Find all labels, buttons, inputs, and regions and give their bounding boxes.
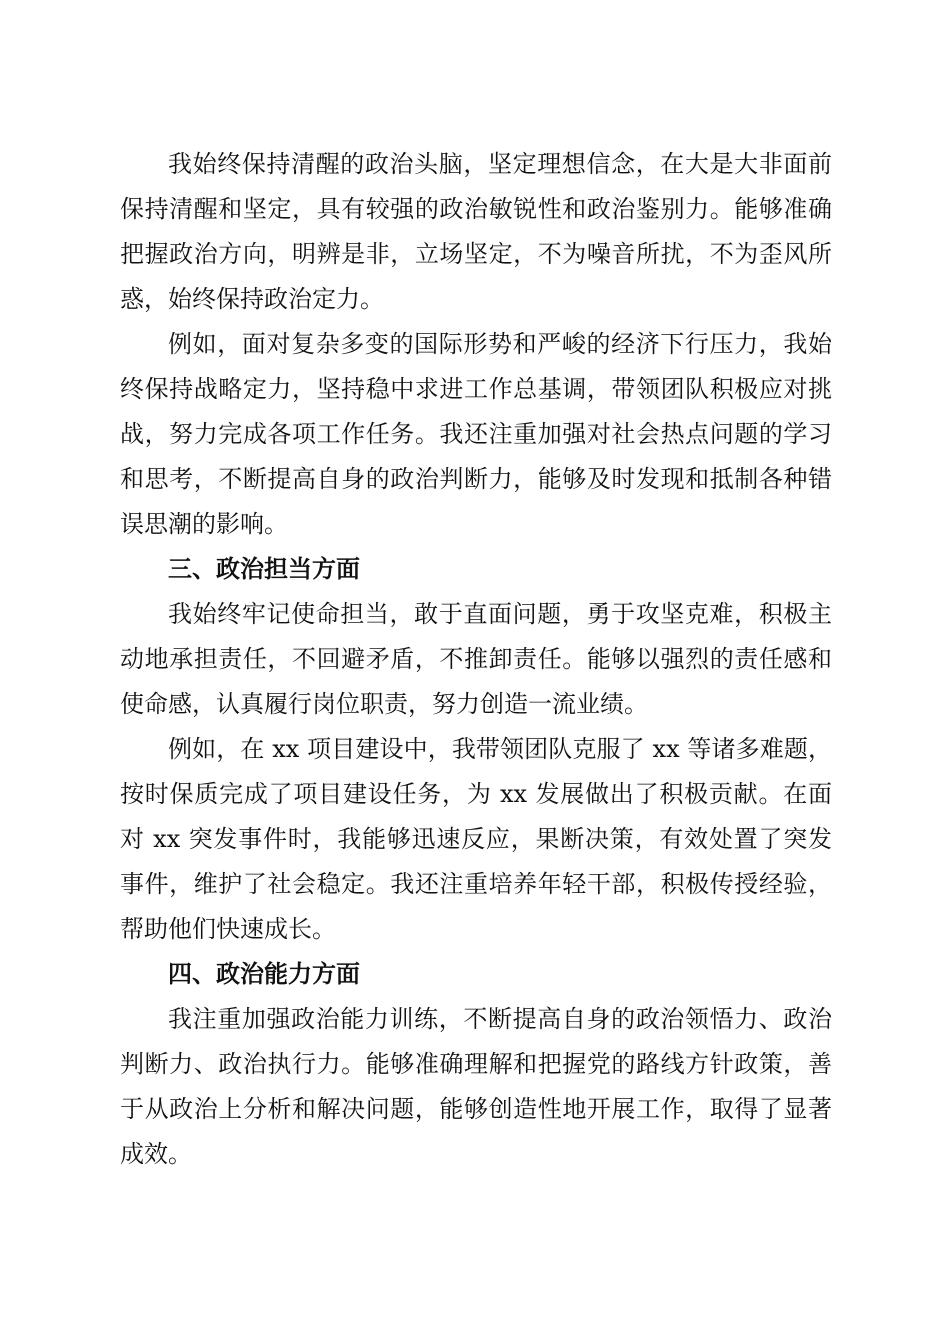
paragraph-political-capability-training: 我注重加强政治能力训练，不断提高自身的政治领悟力、政治判断力、政治执行力。能够准确理解和把握党的路线方针政策，善于从政治上分析和解决问题，能够创造性地开展工作，取得了显著成效。 bbox=[120, 1005, 832, 1168]
section-heading-political-capability: 四、政治能力方面 bbox=[168, 960, 360, 988]
paragraph-example-project-construction: 例如，在 xx 项目建设中，我带领团队克服了 xx 等诸多难题，按时保质完成了项目建设任务，为 xx 发展做出了积极贡献。在面对 xx 突发事件时，我能够迅速反应，果断决策，有效处置了突发事件，维护了社会稳定。我还注重培养年轻干部，积极传授经验，帮助他们快速成长。 bbox=[120, 735, 832, 943]
paragraph-mission-responsibility: 我始终牢记使命担当，敢于直面问题，勇于攻坚克难，积极主动地承担责任，不回避矛盾，不推卸责任。能够以强烈的责任感和使命感，认真履行岗位职责，努力创造一流业绩。 bbox=[120, 600, 832, 718]
paragraph-example-strategic-focus: 例如，面对复杂多变的国际形势和严峻的经济下行压力，我始终保持战略定力，坚持稳中求进工作总基调，带领团队积极应对挑战，努力完成各项工作任务。我还注重加强对社会热点问题的学习和思考，不断提高自身的政治判断力，能够及时发现和抵制各种错误思潮的影响。 bbox=[120, 330, 832, 538]
section-heading-political-responsibility: 三、政治担当方面 bbox=[168, 555, 360, 583]
document-body bbox=[120, 142, 832, 1177]
paragraph-political-sobriety: 我始终保持清醒的政治头脑，坚定理想信念，在大是大非面前保持清醒和坚定，具有较强的政治敏锐性和政治鉴别力。能够准确把握政治方向，明辨是非，立场坚定，不为噪音所扰，不为歪风所惑，始终保持政治定力。 bbox=[120, 150, 832, 313]
